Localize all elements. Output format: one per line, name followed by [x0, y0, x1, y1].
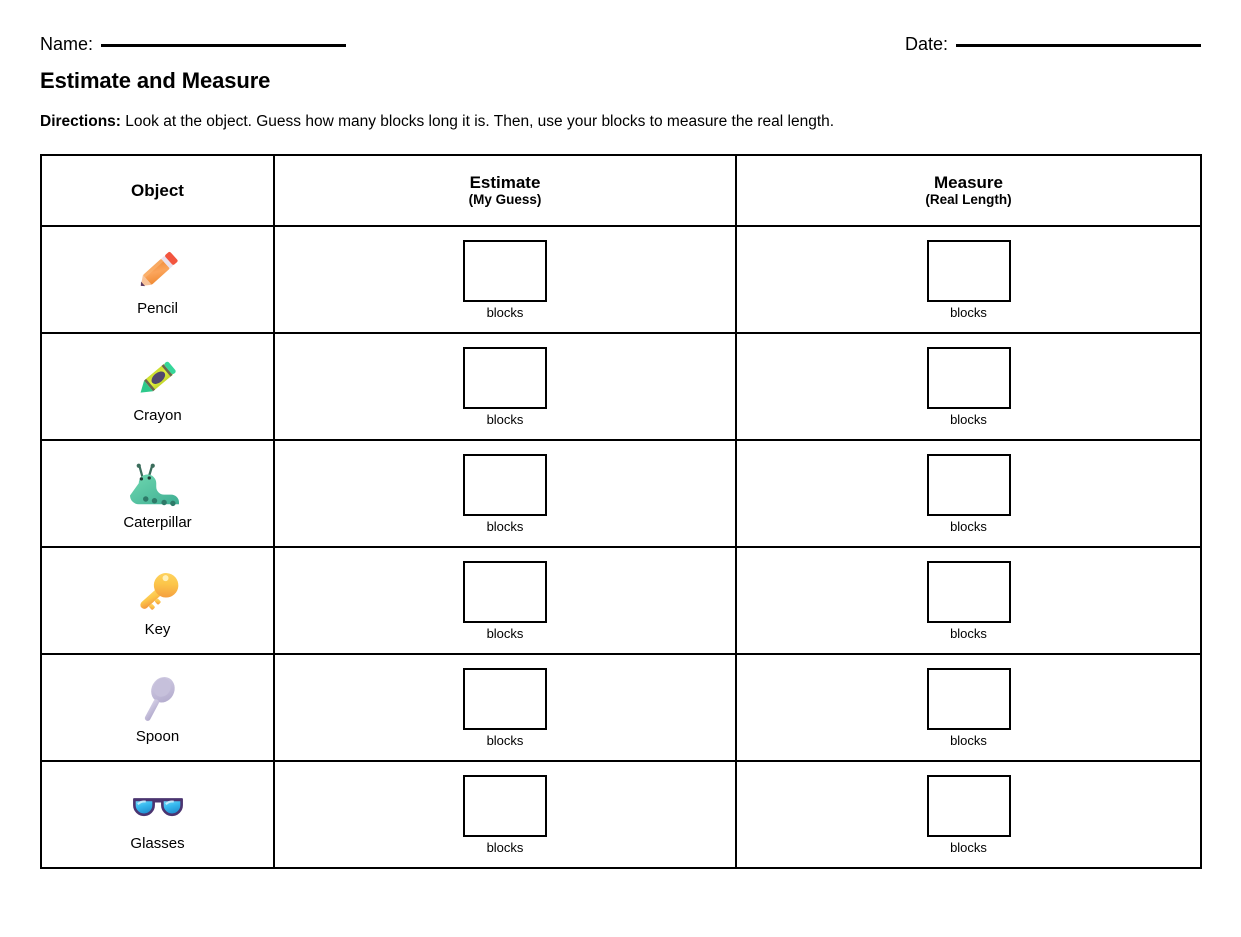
column-header-estimate-label: Estimate: [469, 172, 541, 192]
table-row: [41, 654, 1201, 761]
table-row: [41, 440, 1201, 547]
unit-label: blocks: [950, 305, 987, 321]
estimate-input-box[interactable]: [463, 561, 547, 623]
date-field-group: [905, 34, 1201, 55]
unit-label: blocks: [486, 626, 524, 642]
object-label: Crayon: [133, 407, 182, 425]
measure-cell-pencil: [736, 226, 1201, 333]
table-header-row: [41, 155, 1201, 226]
measure-cell-crayon: [736, 333, 1201, 440]
column-header-object: [41, 155, 274, 226]
unit-label: blocks: [486, 733, 524, 749]
estimate-input-box[interactable]: [463, 454, 547, 516]
unit-label: blocks: [950, 840, 987, 856]
estimate-input-box[interactable]: [463, 347, 547, 409]
column-header-object-label: Object: [131, 180, 184, 200]
estimate-input-box[interactable]: [463, 668, 547, 730]
column-header-estimate: [274, 155, 736, 226]
measure-cell-spoon: [736, 654, 1201, 761]
name-write-line[interactable]: [101, 44, 346, 47]
key-icon: [127, 564, 189, 620]
unit-label: blocks: [950, 519, 987, 535]
table-row: [41, 547, 1201, 654]
table-body: [41, 226, 1201, 868]
estimate-cell-crayon: [274, 333, 736, 440]
estimate-cell-key: [274, 547, 736, 654]
table-header: [41, 155, 1201, 226]
table-row: [41, 333, 1201, 440]
object-cell-glasses: [41, 761, 274, 868]
column-header-measure-label: Measure: [934, 172, 1003, 192]
unit-label: blocks: [950, 733, 987, 749]
object-cell-crayon: [41, 333, 274, 440]
pencil-icon: [127, 243, 189, 299]
estimate-measure-table: [40, 154, 1202, 869]
measure-input-box[interactable]: [927, 454, 1011, 516]
unit-label: blocks: [486, 840, 524, 856]
date-label: Date:: [904, 34, 948, 54]
object-label: Caterpillar: [123, 514, 192, 532]
estimate-cell-glasses: [274, 761, 736, 868]
object-label: Pencil: [137, 300, 178, 318]
object-cell-pencil: [41, 226, 274, 333]
measure-cell-caterpillar: [736, 440, 1201, 547]
caterpillar-icon: [127, 457, 189, 513]
measure-input-box[interactable]: [927, 775, 1011, 837]
directions-text: Look at the object. Guess how many blocks long it is. Then, use your blocks to measure the real length.: [120, 113, 835, 130]
table-row: [41, 761, 1201, 868]
measure-cell-glasses: [736, 761, 1201, 868]
estimate-cell-caterpillar: [274, 440, 736, 547]
glasses-icon: [127, 778, 189, 834]
measure-cell-key: [736, 547, 1201, 654]
unit-label: blocks: [950, 626, 987, 642]
object-label: Glasses: [130, 835, 185, 853]
estimate-cell-pencil: [274, 226, 736, 333]
name-label: Name:: [40, 34, 94, 54]
table-row: [41, 226, 1201, 333]
crayon-icon: [127, 350, 189, 406]
object-cell-key: [41, 547, 274, 654]
object-label: Key: [144, 621, 171, 639]
unit-label: blocks: [950, 412, 987, 428]
name-date-row: [40, 0, 1201, 54]
measure-input-box[interactable]: [927, 240, 1011, 302]
unit-label: blocks: [486, 519, 524, 535]
measure-input-box[interactable]: [927, 561, 1011, 623]
measure-input-box[interactable]: [927, 347, 1011, 409]
estimate-cell-spoon: [274, 654, 736, 761]
object-cell-caterpillar: [41, 440, 274, 547]
page-title: Estimate and Measure: [40, 68, 271, 93]
unit-label: blocks: [486, 412, 524, 428]
unit-label: blocks: [486, 305, 524, 321]
object-cell-spoon: [41, 654, 274, 761]
name-field-group: [40, 34, 346, 55]
estimate-input-box[interactable]: [463, 240, 547, 302]
column-header-estimate-sublabel: (My Guess): [468, 192, 542, 208]
estimate-input-box[interactable]: [463, 775, 547, 837]
spoon-icon: [127, 671, 189, 727]
directions: [40, 112, 1201, 132]
column-header-measure-sublabel: (Real Length): [925, 192, 1012, 208]
date-write-line[interactable]: [956, 44, 1201, 47]
directions-label: Directions:: [40, 113, 121, 130]
column-header-measure: [736, 155, 1201, 226]
measure-input-box[interactable]: [927, 668, 1011, 730]
object-label: Spoon: [135, 728, 180, 746]
